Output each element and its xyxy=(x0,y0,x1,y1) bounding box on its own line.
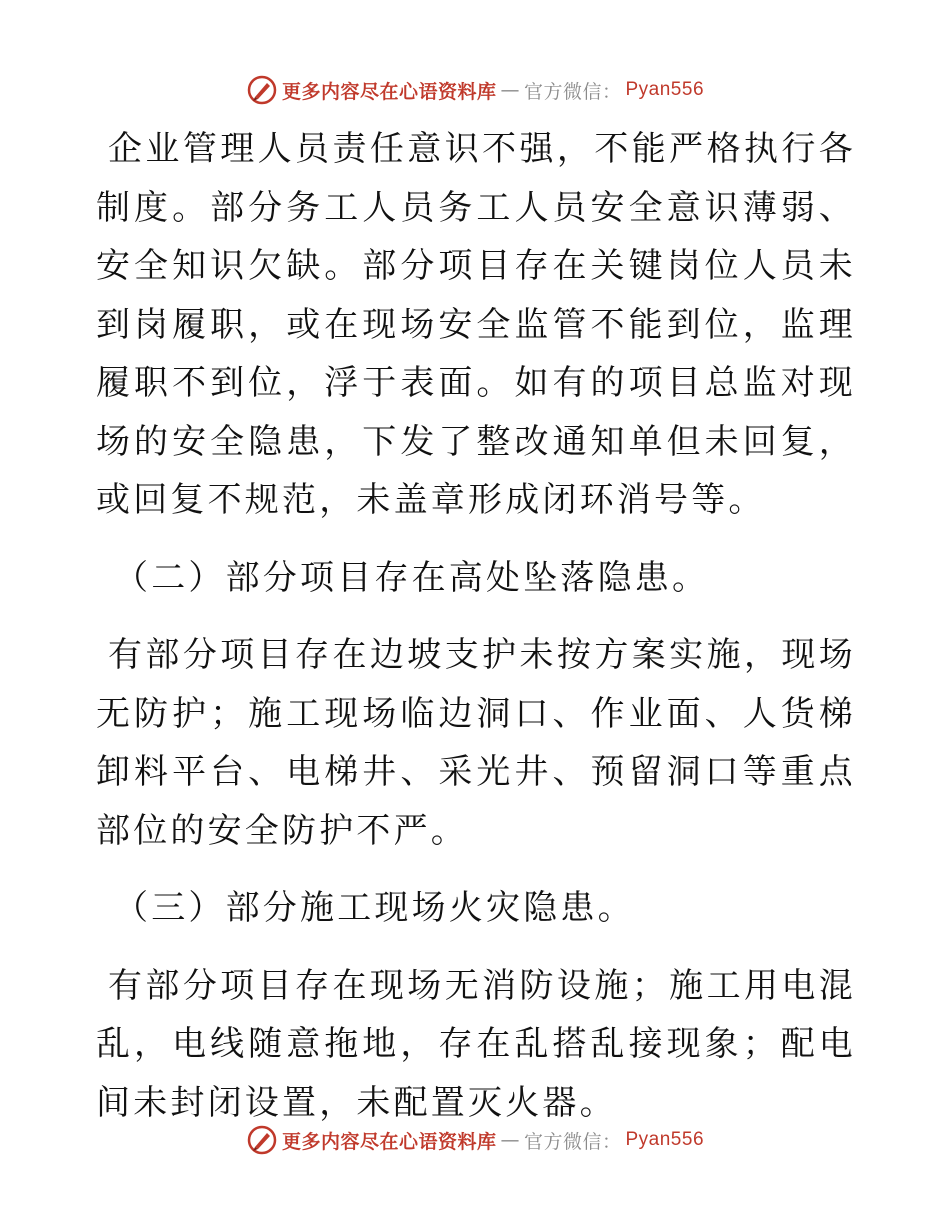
paragraph-management: 企业管理人员责任意识不强，不能严格执行各制度。部分务工人员务工人员安全意识薄弱、安全知识欠缺。部分项目存在关键岗位人员未到岗履职，或在现场安全监管不能到位，监理履职不到位，浮于表面。如有的项目总监对现场的安全隐患，下发了整改通知单但未回复，或回复不规范，未盖章形成闭环消号等。 xyxy=(96,129,856,520)
header-watermark xyxy=(0,70,950,110)
section-heading-fire: （三）部分施工现场火灾隐患。 xyxy=(114,888,635,928)
watermark-label: 官方微信： xyxy=(523,1130,622,1153)
watermark-label: 官方微信： xyxy=(523,80,622,103)
watermark-wechat-id: Pyan556 xyxy=(625,1129,705,1150)
watermark-brand: 更多内容尽在心语资料库 xyxy=(281,1130,497,1153)
paragraph-falls: 有部分项目存在边坡支护未按方案实施，现场无防护；施工现场临边洞口、作业面、人货梯卸料平台、电梯井、采光井、预留洞口等重点部位的安全防护不严。 xyxy=(96,635,856,851)
section-heading-falls: （二）部分项目存在高处坠落隐患。 xyxy=(114,557,710,598)
pen-logo-icon xyxy=(246,74,278,106)
paragraph-fire: 有部分项目存在现场无消防设施；施工用电混乱，电线随意拖地，存在乱搭乱接现象；配电间未封闭设置，未配置灭火器。 xyxy=(96,965,856,1123)
watermark-separator: — xyxy=(500,1129,520,1151)
watermark-separator: — xyxy=(500,79,520,101)
watermark-wechat-id: Pyan556 xyxy=(625,79,705,100)
document-body xyxy=(96,120,856,1132)
footer-watermark xyxy=(0,1120,950,1160)
pen-logo-icon xyxy=(246,1124,278,1156)
watermark-brand: 更多内容尽在心语资料库 xyxy=(281,80,497,103)
